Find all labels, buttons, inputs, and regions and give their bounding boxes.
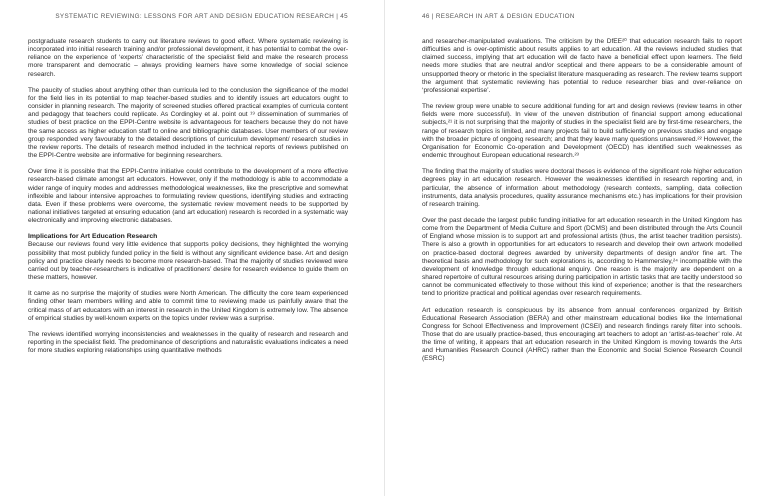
left-body-text <box>28 38 348 355</box>
paragraph: The finding that the majority of studies were doctoral theses is evidence of the significant role higher education degrees play in art education research. However the weaknesses identified in research reporting and, in particular, the absence of information about methodology (research contexts, sampling, data collection instruments, data analysis procedures, quality assurance mechanisms etc.) has implications for their provision of research training. <box>422 168 742 208</box>
right-page <box>385 0 770 496</box>
right-running-head: 46 | RESEARCH IN ART & DESIGN EDUCATION <box>422 13 575 20</box>
paragraph: Because our reviews found very little evidence that supports policy decisions, they highlighted the worrying possibility that most publicly funded policy in the field is without any significant evidence base. Art and design policy and practice clearly needs to become more research-based. That the majority of studies reviewed were carried out by teacher-researchers is indicative of practitioners’ desire for research evidence to guide them on these matters, however. <box>28 241 348 282</box>
paragraph: postgraduate research students to carry out literature reviews to good effect. Where systematic reviewing is incorporated into initial research training and/or professional development, it has potential to combat the over-reliance on the experience of ‘experts’ characteristic of the specialist field and make the research process more transparent and democratic – always providing learners have some knowledge of social science research. <box>28 38 348 78</box>
right-body-text <box>422 38 742 364</box>
paragraph: The review group were unable to secure additional funding for art and design reviews (review teams in other fields were more successful). In view of the uneven distribution of financial support among educational subjects,²¹ it is not surprising that the majority of studies in the specialist field are by first-time researchers, the range of research topics is limited, and many projects fail to build sufficiently on previous studies and engage with the broader picture of ongoing research; and that they leave many questions unanswered.²² However, the Organisation for Economic Co-operation and Development (OECD) has identified such weaknesses as endemic throughout European educational research.²³ <box>422 103 742 160</box>
section-heading: Implications for Art Education Research <box>28 233 158 241</box>
paragraph: Art education research is conspicuous by its absence from annual conferences organized by British Educational Research Association (BERA) and other mainstream educational bodies like the International Congress for School Effectiveness and Improvement (ICSEI) and research findings rarely filter into schools. Those that do are usually practice-based, thus encouraging art teachers to adopt an ‘artist-as-teacher’ role. At the time of writing, it appears that art education research in the United Kingdom is moving towards the Arts and Humanities Research Council (AHRC) rather than the Economic and Social Science Research Council (ESRC) <box>422 306 742 363</box>
paragraph: The reviews identified worrying inconsistencies and weaknesses in the quality of research and research and reporting in the specialist field. The predominance of descriptions and naturalistic evaluations indicates a need for more studies exploring relationships using quantitative methods <box>28 330 348 355</box>
left-running-head: SYSTEMATIC REVIEWING: LESSONS FOR ART AND DESIGN EDUCATION RESEARCH | 45 <box>55 13 348 20</box>
paragraph: The paucity of studies about anything other than curricula led to the conclusion the significance of the model for the field lies in its potential to map teacher-based studies and to identify issues art educators ought to consider in planning research. The majority of screened studies offered practical examples of curricula content and pedagogy that teachers could replicate. As Cordingley et al. point out ¹⁹ dissemination of summaries of studies of best practice on the EPPI-Centre website is advantageous for teachers because they do not have the same access as higher education staff to online and bibliographic databases. User members of our review group responded very favourably to the detailed descriptions of curriculum development/ research studies in the review reports. The details of research method included in the technical reports of reviews published on the EPPI-Centre website are informative for beginning researchers. <box>28 86 348 160</box>
paragraph: Over the past decade the largest public funding initiative for art education research in the United Kingdom has come from the Department of Media Culture and Sport (DCMS) and been distributed through the Arts Council of England whose mission is to support art and professional artists (thus, the artist teacher tradition persists). There is also a growth in opportunities for art educators to research and develop their own artwork modelled on practice-based doctoral degrees awarded by university departments of design and/or fine art. The theoretical basis and methodology for such explorations is, according to Hammersley,²⁴ incompatible with the development of knowledge through educational enquiry. One reason is the majority are dependent on a shared repertoire of cultural resources arising during participation in artistic tasks that are tacitly understood so cannot be communicated effectively to those without this kind of experience; another is that the researchers tend to prioritize practical and political agendas over research requirements. <box>422 216 742 298</box>
paragraph: It came as no surprise the majority of studies were North American. The difficulty the core team experienced finding other team members willing and able to commit time to reviewing made us painfully aware that the critical mass of art educators with an interest in research in the United Kingdom is extremely low. The absence of empirical studies by well-known experts on the topics under review was a surprise. <box>28 290 348 322</box>
paragraph: Over time it is possible that the EPPI-Centre initiative could contribute to the development of a more effective research-based climate amongst art educators. However, only if the methodology is able to accommodate a wider range of inquiry modes and addresses methodological weaknesses, like the prescriptive and somewhat inflexible and labour intensive approaches to formulating review questions, identifying studies and extracting data. Even if these problems were overcome, the systematic review movement needs to be supported by national initiatives targeted at ensuring education (and art education) research is recorded in a systematic way electronically and improving electronic databases. <box>28 168 348 225</box>
paragraph: and researcher-manipulated evaluations. The criticism by the DfEE²⁰ that education research fails to report difficulties and is over-optimistic about results applies to art education. All the reviews included studies that claimed success, implying that art education will de facto have a beneficial effect upon learners. The field needs more studies that are neutral and/or sceptical and there appears to be a considerable amount of unsupported theory or rhetoric in the specialist literature masquerading as research. The review teams support the argument that systematic reviewing has potential to reduce researcher bias and over-reliance on ‘professional expertise’. <box>422 38 742 94</box>
